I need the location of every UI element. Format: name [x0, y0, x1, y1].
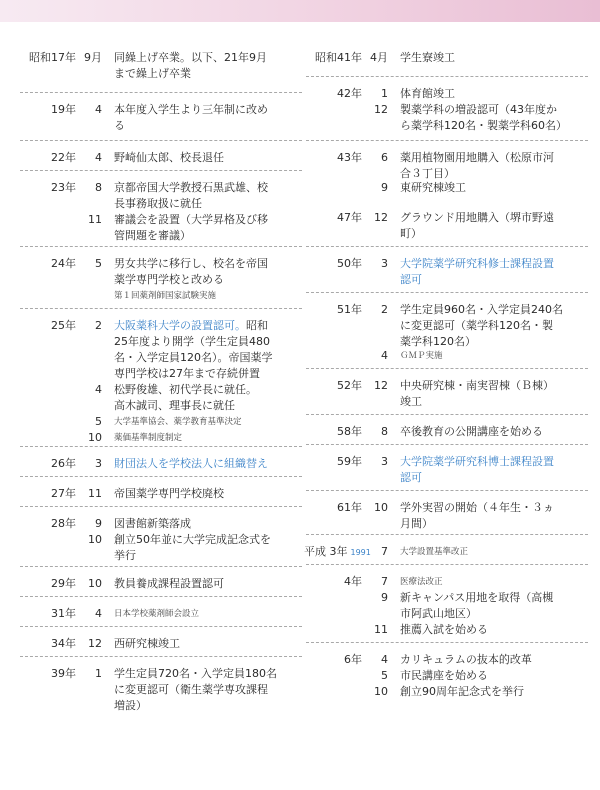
entry-text — [114, 382, 298, 414]
entry-text-line: 創立50年並に大学完成記念式を — [114, 533, 271, 546]
entry-text — [400, 544, 584, 560]
entry-year — [18, 576, 76, 592]
entry-year — [304, 50, 362, 66]
entry-month: 4 — [381, 349, 388, 362]
entry-year-text: 昭和41年 — [315, 51, 362, 64]
timeline-entry — [304, 668, 594, 684]
timeline-entry — [304, 424, 594, 440]
entry-year — [304, 424, 362, 440]
entry-year — [304, 652, 362, 668]
timeline-entry — [18, 212, 308, 244]
timeline-entry — [18, 50, 308, 82]
entry-text — [114, 414, 298, 430]
entry-year-text: 50年 — [337, 257, 362, 270]
entry-year-text: 39年 — [51, 667, 76, 680]
entry-text-line: 長事務取扱に就任 — [114, 197, 202, 210]
row-divider — [20, 140, 302, 141]
timeline-entry — [304, 652, 594, 668]
entry-month: 5 — [95, 415, 102, 428]
entry-text — [114, 636, 298, 652]
timeline-entry — [304, 86, 594, 102]
row-divider — [306, 534, 588, 535]
timeline-entry — [304, 102, 594, 134]
entry-month: 11 — [374, 623, 388, 636]
entry-month: 12 — [88, 637, 102, 650]
timeline-entry — [304, 574, 594, 590]
entry-text — [400, 454, 584, 486]
row-divider — [20, 246, 302, 247]
row-divider — [306, 564, 588, 565]
row-divider — [20, 656, 302, 657]
timeline-entry — [304, 590, 594, 622]
entry-year — [18, 486, 76, 502]
timeline-entry — [304, 150, 594, 182]
entry-text-line: 大学院薬学研究科博士課程設置 — [400, 455, 554, 468]
entry-text-line: 大学基準協会、薬学教育基準決定 — [114, 417, 242, 427]
entry-text-line: 学生定員720名・入学定員180名 — [114, 667, 277, 680]
entry-month: 12 — [374, 211, 388, 224]
entry-text — [114, 212, 298, 244]
entry-text-line: 製薬学科の増設認可（43年度か — [400, 103, 557, 116]
timeline-entry — [304, 500, 594, 532]
entry-month: 9月 — [84, 51, 102, 64]
timeline-entry — [304, 454, 594, 486]
entry-month: 3 — [381, 455, 388, 468]
entry-month: 10 — [88, 533, 102, 546]
entry-year-text: 42年 — [337, 87, 362, 100]
entry-text — [114, 256, 298, 288]
entry-month: 8 — [381, 425, 388, 438]
entry-text — [400, 102, 584, 134]
timeline-entry — [304, 684, 594, 700]
entry-month: 10 — [88, 431, 102, 444]
entry-text-line: 挙行 — [114, 549, 136, 562]
row-divider — [306, 368, 588, 369]
row-divider — [306, 246, 588, 247]
entry-text-line: 増設） — [114, 699, 147, 712]
entry-text-line: 25年度より開学（学生定員480 — [114, 335, 270, 348]
entry-text-line: 教員養成課程設置認可 — [114, 577, 224, 590]
timeline-entry — [18, 456, 308, 472]
entry-text — [114, 318, 298, 382]
timeline-entry — [18, 180, 308, 212]
entry-year-text: 29年 — [51, 577, 76, 590]
entry-month: 11 — [88, 213, 102, 226]
entry-month: 5 — [95, 257, 102, 270]
row-divider — [20, 308, 302, 309]
entry-text — [400, 50, 584, 66]
entry-month: 8 — [95, 181, 102, 194]
entry-text-line: 竣工 — [400, 395, 422, 408]
entry-year-text: 59年 — [337, 455, 362, 468]
entry-text-line: 薬用植物園用地購入（松原市河 — [400, 151, 554, 164]
timeline-entry — [304, 544, 594, 561]
entry-text — [400, 424, 584, 440]
timeline-entry — [304, 348, 594, 364]
entry-text-line: 学外実習の開始（４年生・３ヵ — [400, 501, 554, 514]
entry-text-line: 体育館竣工 — [400, 87, 455, 100]
entry-month: 7 — [381, 575, 388, 588]
row-divider — [20, 476, 302, 477]
entry-month: 9 — [381, 591, 388, 604]
entry-year-text: 4年 — [344, 575, 362, 588]
timeline-entry — [18, 150, 308, 166]
entry-month: 4 — [95, 103, 102, 116]
entry-text-line: カリキュラムの抜本的改革 — [400, 653, 532, 666]
entry-year-text: 43年 — [337, 151, 362, 164]
entry-text-line: 専門学校は27年まで存続併置 — [114, 367, 260, 380]
entry-text-line: 推薦入試を始める — [400, 623, 488, 636]
timeline-entry — [304, 622, 594, 638]
entry-text — [114, 516, 298, 532]
entry-year — [304, 500, 362, 516]
entry-year — [18, 636, 76, 652]
entry-month: 12 — [374, 103, 388, 116]
entry-year-text: 58年 — [337, 425, 362, 438]
row-divider — [306, 414, 588, 415]
entry-text-line: る — [114, 119, 125, 132]
timeline-entry — [304, 50, 594, 66]
entry-year — [304, 302, 362, 318]
entry-text-line: 卒後教育の公開講座を始める — [400, 425, 543, 438]
entry-year-text: 26年 — [51, 457, 76, 470]
entry-text — [114, 532, 298, 564]
entry-text-line: に変更認可（薬学科120名・製 — [400, 319, 553, 332]
row-divider — [20, 446, 302, 447]
entry-text-line: 大学院薬学研究科修士課程設置 — [400, 257, 554, 270]
entry-year — [18, 606, 76, 622]
entry-year — [304, 150, 362, 166]
timeline-entry — [18, 102, 308, 134]
entry-text-line: ら薬学科120名・製薬学科60名） — [400, 119, 567, 132]
timeline-entry — [18, 576, 308, 592]
entry-year — [304, 210, 362, 226]
entry-text — [400, 590, 584, 622]
entry-text — [400, 210, 584, 242]
entry-text — [114, 606, 298, 622]
row-divider — [306, 490, 588, 491]
entry-text — [114, 102, 298, 134]
entry-text-rest: 昭和 — [246, 319, 268, 332]
entry-month: 1 — [381, 87, 388, 100]
entry-year — [304, 378, 362, 394]
entry-year — [304, 256, 362, 272]
entry-text-line: 京都帝国大学教授石黒武雄、校 — [114, 181, 268, 194]
row-divider — [20, 170, 302, 171]
entry-text — [400, 256, 584, 288]
entry-month: 7 — [381, 545, 388, 558]
entry-text — [114, 576, 298, 592]
entry-text — [400, 348, 584, 364]
entry-text-line: グラウンド用地購入（堺市野遠 — [400, 211, 554, 224]
entry-text-line: 管問題を審議） — [114, 229, 191, 242]
entry-month: 5 — [381, 669, 388, 682]
entry-month: 2 — [95, 319, 102, 332]
entry-text-line: 合３丁目） — [400, 167, 455, 180]
entry-year-text: 6年 — [344, 653, 362, 666]
entry-year — [304, 454, 362, 470]
timeline-entry — [18, 606, 308, 622]
entry-year — [18, 256, 76, 272]
row-divider — [20, 566, 302, 567]
entry-year-text: 22年 — [51, 151, 76, 164]
row-divider — [20, 626, 302, 627]
entry-highlight: 大阪薬科大学の設置認可。 — [114, 319, 246, 332]
entry-year-text: 平成 3年 — [304, 545, 348, 558]
entry-month: 4 — [95, 383, 102, 396]
entry-text-line: 本年度入学生より三年制に改め — [114, 103, 268, 116]
timeline-entry — [18, 516, 308, 532]
entry-year-text: 27年 — [51, 487, 76, 500]
entry-text-line: 薬価基準制度制定 — [114, 433, 183, 443]
entry-month: 10 — [374, 501, 388, 514]
entry-text-line: 野崎仙太郎、校長退任 — [114, 151, 224, 164]
entry-month: 4 — [95, 607, 102, 620]
timeline-entry — [18, 430, 308, 446]
entry-year-text: 61年 — [337, 501, 362, 514]
entry-text-line: 認可 — [400, 273, 422, 286]
row-divider — [20, 506, 302, 507]
entry-text — [114, 50, 298, 82]
entry-text — [400, 652, 584, 668]
entry-month: 9 — [95, 517, 102, 530]
entry-year — [18, 180, 76, 196]
top-color-band — [0, 0, 600, 22]
entry-text — [400, 86, 584, 102]
timeline-right-column — [304, 50, 594, 790]
entry-text-line: 新キャンパス用地を取得（高槻 — [400, 591, 554, 604]
entry-year — [304, 86, 362, 102]
entry-year-text: 51年 — [337, 303, 362, 316]
entry-year — [18, 516, 76, 532]
entry-text-line: 財団法人を学校法人に組織替え — [114, 457, 268, 470]
entry-text-line: ＧＭＰ実施 — [400, 351, 443, 361]
entry-text — [400, 378, 584, 410]
entry-month: 10 — [374, 685, 388, 698]
entry-text-line — [114, 318, 298, 334]
timeline-entry — [18, 318, 308, 382]
entry-text-line: 第１回薬剤師国家試験実施 — [114, 291, 217, 301]
entry-month: 12 — [374, 379, 388, 392]
entry-text-line: 帝国薬学専門学校廃校 — [114, 487, 224, 500]
entry-text-line: まで繰上げ卒業 — [114, 67, 191, 80]
row-divider — [306, 140, 588, 141]
timeline-entry — [18, 666, 308, 714]
entry-year — [304, 574, 362, 590]
entry-text-line: 市民講座を始める — [400, 669, 488, 682]
entry-text-line: 審議会を設置（大学昇格及び移 — [114, 213, 268, 226]
entry-year — [18, 666, 76, 682]
row-divider — [306, 76, 588, 77]
entry-text-line: 月間） — [400, 517, 433, 530]
entry-month: 3 — [381, 257, 388, 270]
entry-year-text: 52年 — [337, 379, 362, 392]
entry-year — [18, 456, 76, 472]
entry-year — [18, 50, 76, 66]
entry-year — [18, 150, 76, 166]
entry-text-line: 大学設置基準改正 — [400, 547, 469, 557]
entry-text — [114, 288, 298, 304]
timeline-entry — [18, 486, 308, 502]
entry-year-text: 31年 — [51, 607, 76, 620]
entry-text — [400, 668, 584, 684]
entry-text-line: 町） — [400, 227, 422, 240]
entry-month: 4 — [95, 151, 102, 164]
entry-text-line: 医療法改正 — [400, 577, 443, 587]
entry-text-line: 東研究棟竣工 — [400, 181, 466, 194]
entry-year-text: 23年 — [51, 181, 76, 194]
entry-text — [114, 456, 298, 472]
entry-text — [114, 150, 298, 166]
entry-year — [304, 544, 371, 561]
entry-month: 6 — [381, 151, 388, 164]
entry-text — [400, 150, 584, 182]
entry-text-line: 男女共学に移行し、校名を帝国 — [114, 257, 268, 270]
timeline-entry — [304, 302, 594, 350]
entry-text-line: に変更認可（衛生薬学専攻課程 — [114, 683, 268, 696]
timeline-entry — [18, 256, 308, 288]
entry-text-line: 薬学科120名） — [400, 335, 476, 348]
timeline-entry — [304, 210, 594, 242]
entry-month: 10 — [88, 577, 102, 590]
entry-text-line: 学生寮竣工 — [400, 51, 455, 64]
entry-year-text: 24年 — [51, 257, 76, 270]
entry-text-line: 日本学校薬剤師会設立 — [114, 609, 200, 619]
entry-year-text: 28年 — [51, 517, 76, 530]
entry-year — [18, 102, 76, 118]
entry-month: 4月 — [370, 51, 388, 64]
timeline-entry — [304, 180, 594, 196]
entry-year-text: 25年 — [51, 319, 76, 332]
entry-text — [400, 302, 584, 350]
entry-month: 1 — [95, 667, 102, 680]
entry-month: 9 — [381, 181, 388, 194]
row-divider — [306, 292, 588, 293]
entry-month: 3 — [95, 457, 102, 470]
entry-text — [400, 622, 584, 638]
entry-text — [114, 486, 298, 502]
entry-text-line: 松野俊雄、初代学長に就任。 — [114, 383, 257, 396]
entry-year-text: 19年 — [51, 103, 76, 116]
entry-text — [400, 500, 584, 532]
entry-text — [114, 180, 298, 212]
entry-month: 4 — [381, 653, 388, 666]
timeline-entry — [18, 382, 308, 414]
entry-month: 11 — [88, 487, 102, 500]
entry-text-line: 中央研究棟・南実習棟（Ｂ棟） — [400, 379, 554, 392]
entry-text-line: 市阿武山地区） — [400, 607, 477, 620]
entry-year-text: 47年 — [337, 211, 362, 224]
row-divider — [20, 596, 302, 597]
timeline-entry — [18, 636, 308, 652]
timeline-entry — [18, 288, 308, 304]
timeline-entry — [18, 414, 308, 430]
entry-text-line: 名・入学定員120名）。帝国薬学 — [114, 351, 273, 364]
row-divider — [20, 92, 302, 93]
entry-year-text: 昭和17年 — [29, 51, 76, 64]
timeline-left-column — [18, 50, 308, 790]
entry-text-line: 同繰上げ卒業。以下、21年9月 — [114, 51, 267, 64]
entry-text-line: 高木誠司、理事長に就任 — [114, 399, 235, 412]
entry-text-line: 学生定員960名・入学定員240名 — [400, 303, 563, 316]
entry-year — [18, 318, 76, 334]
row-divider — [306, 444, 588, 445]
timeline-entry — [18, 532, 308, 564]
entry-text — [400, 574, 584, 590]
timeline-entry — [304, 256, 594, 288]
entry-month: 2 — [381, 303, 388, 316]
row-divider — [306, 642, 588, 643]
entry-text — [114, 666, 298, 714]
entry-text-line: 創立90周年記念式を挙行 — [400, 685, 524, 698]
entry-year-ad: 1991 — [350, 548, 371, 557]
entry-year-text: 34年 — [51, 637, 76, 650]
entry-text — [400, 180, 584, 196]
timeline-entry — [304, 378, 594, 410]
entry-text-line: 薬学専門学校と改める — [114, 273, 224, 286]
entry-text — [400, 684, 584, 700]
entry-text-line: 認可 — [400, 471, 422, 484]
entry-text — [114, 430, 298, 446]
entry-text-line: 図書館新築落成 — [114, 517, 191, 530]
entry-text-line: 西研究棟竣工 — [114, 637, 180, 650]
